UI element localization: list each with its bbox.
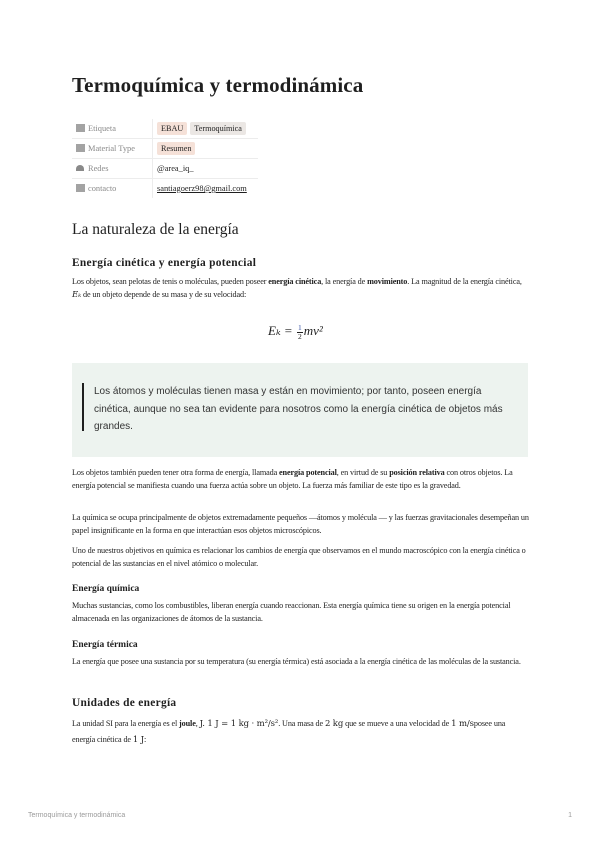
subheading: Energía térmica <box>72 640 138 650</box>
email-link[interactable]: santiagoerz98@gmail.com <box>157 184 247 193</box>
property-row <box>72 159 258 179</box>
paragraph: Uno de nuestros objetivos en química es relacionar los cambios de energía que observamos en el mundo macroscópico con la energía cinética o potencial de las sustancias en el nivel atómico o molecular. <box>72 546 526 568</box>
property-key: Redes <box>88 164 109 173</box>
list-icon <box>76 144 85 152</box>
tag-chip[interactable]: Termoquímica <box>190 122 246 135</box>
callout-bar <box>82 383 84 431</box>
list-icon <box>76 124 85 132</box>
subheading: Energía química <box>72 584 140 594</box>
callout-box <box>72 363 528 457</box>
page-number: 1 <box>568 812 572 819</box>
paragraph: La energía que posee una sustancia por su temperatura (su energía térmica) está asociada a la energía cinética de las moléculas de la sustancia. <box>72 657 521 666</box>
subsection-heading: Unidades de energía <box>72 697 177 709</box>
callout-text: Los átomos y moléculas tienen masa y están en movimiento; por tanto, poseen energía cinética, aunque no sea tan evidente para nosotros como la energía cinética de objetos más grandes. <box>94 386 503 433</box>
properties-table <box>72 119 258 198</box>
footer-title: Termoquímica y termodinámica <box>28 812 126 819</box>
paragraph: Muchas sustancias, como los combustibles, liberan energía cuando reaccionan. Esta energía química tiene su origen en la energía potencial almacenada en las organizaciones de átomos de la sustancia. <box>72 601 511 623</box>
paragraph: La unidad SI para la energía es el joule, J. 1 J = 1 kg · m²/s². Una masa de 2 kg que se mueve a una velocidad de 1 m/sposee una energía cinética de 1 J: <box>72 719 506 745</box>
paragraph: La química se ocupa principalmente de objetos extremadamente pequeños —átomos y molécula — y las fuerzas gravitacionales desempeñan un papel insignificante en la forma en que interactúan esos objetos microscópicos. <box>72 513 529 535</box>
kinetic-energy-formula: Eₖ = $\frac{1}{2}$ mv² <box>268 322 323 341</box>
property-key: Material Type <box>88 144 135 153</box>
paragraph: Los objetos, sean pelotas de tenis o moléculas, pueden poseer energía cinética, la energía de movimiento. La magnitud de la energía cinética, Eₖ de un objeto depende de su masa y de su velocidad: <box>72 277 522 300</box>
property-key: Etiqueta <box>88 124 116 133</box>
subsection-heading: Energía cinética y energía potencial <box>72 257 257 269</box>
person-icon <box>76 165 84 171</box>
property-key: contacto <box>88 184 117 193</box>
property-row <box>72 119 258 139</box>
tag-chip[interactable]: EBAU <box>157 122 187 135</box>
property-row <box>72 179 258 199</box>
email-icon <box>76 184 85 192</box>
property-value: @area_iq_ <box>153 159 259 179</box>
property-row <box>72 139 258 159</box>
paragraph: Los objetos también pueden tener otra forma de energía, llamada energía potencial, en virtud de su posición relativa con otros objetos. La energía potencial se manifiesta cuando una fuerza actúa sobre un objeto. La fuerza más familiar de este tipo es la gravedad. <box>72 468 513 490</box>
tag-chip[interactable]: Resumen <box>157 142 195 155</box>
section-heading: La naturaleza de la energía <box>72 221 239 238</box>
page-title: Termoquímica y termodinámica <box>72 73 364 97</box>
